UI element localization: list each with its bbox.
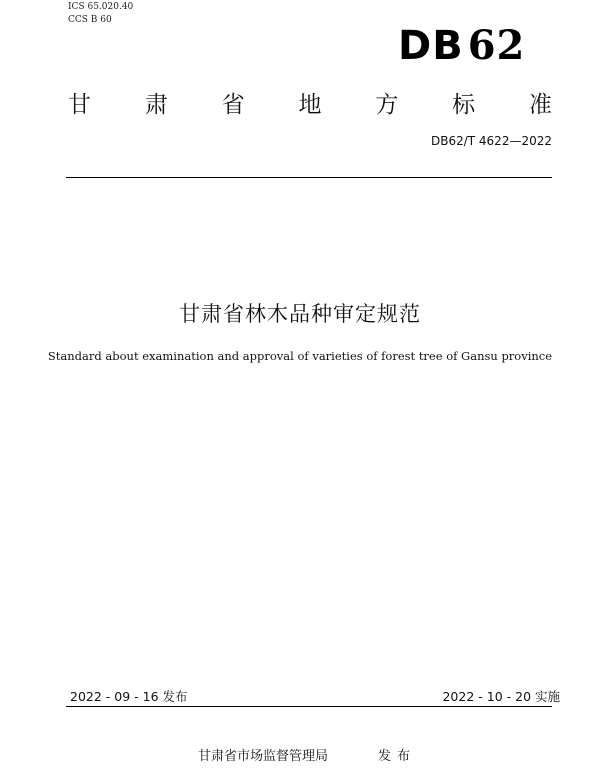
standard-type-char: 省 bbox=[221, 92, 245, 118]
top-divider bbox=[66, 177, 552, 178]
document-title-en: Standard about examination and approval of varieties of forest tree of Gansu province bbox=[47, 349, 553, 363]
standard-type-char: 方 bbox=[375, 92, 399, 118]
standard-number: DB62/T 4622—2022 bbox=[430, 134, 552, 148]
standard-type-char: 地 bbox=[298, 92, 322, 118]
standard-type-char: 标 bbox=[452, 92, 476, 118]
issue-date: 2022 - 09 - 16 发布 bbox=[70, 689, 188, 704]
publisher-name: 甘肃省市场监督管理局 bbox=[198, 749, 329, 764]
standard-type-char: 准 bbox=[528, 92, 552, 118]
standard-type-title bbox=[68, 86, 552, 119]
implementation-date: 2022 - 10 - 20 实施 bbox=[442, 689, 560, 704]
publish-label: 发布 bbox=[378, 749, 417, 764]
ics-code: ICS 65.020.40 bbox=[68, 2, 134, 12]
logo-letters: DB bbox=[398, 23, 464, 69]
bottom-divider bbox=[66, 706, 552, 707]
document-title-zh: 甘肃省林木品种审定规范 bbox=[179, 302, 421, 326]
standard-type-char: 肃 bbox=[144, 92, 168, 118]
logo-number: 62 bbox=[467, 22, 526, 69]
db-logo bbox=[398, 22, 525, 69]
standard-type-char: 甘 bbox=[68, 92, 91, 118]
ccs-code: CCS B 60 bbox=[68, 15, 112, 25]
